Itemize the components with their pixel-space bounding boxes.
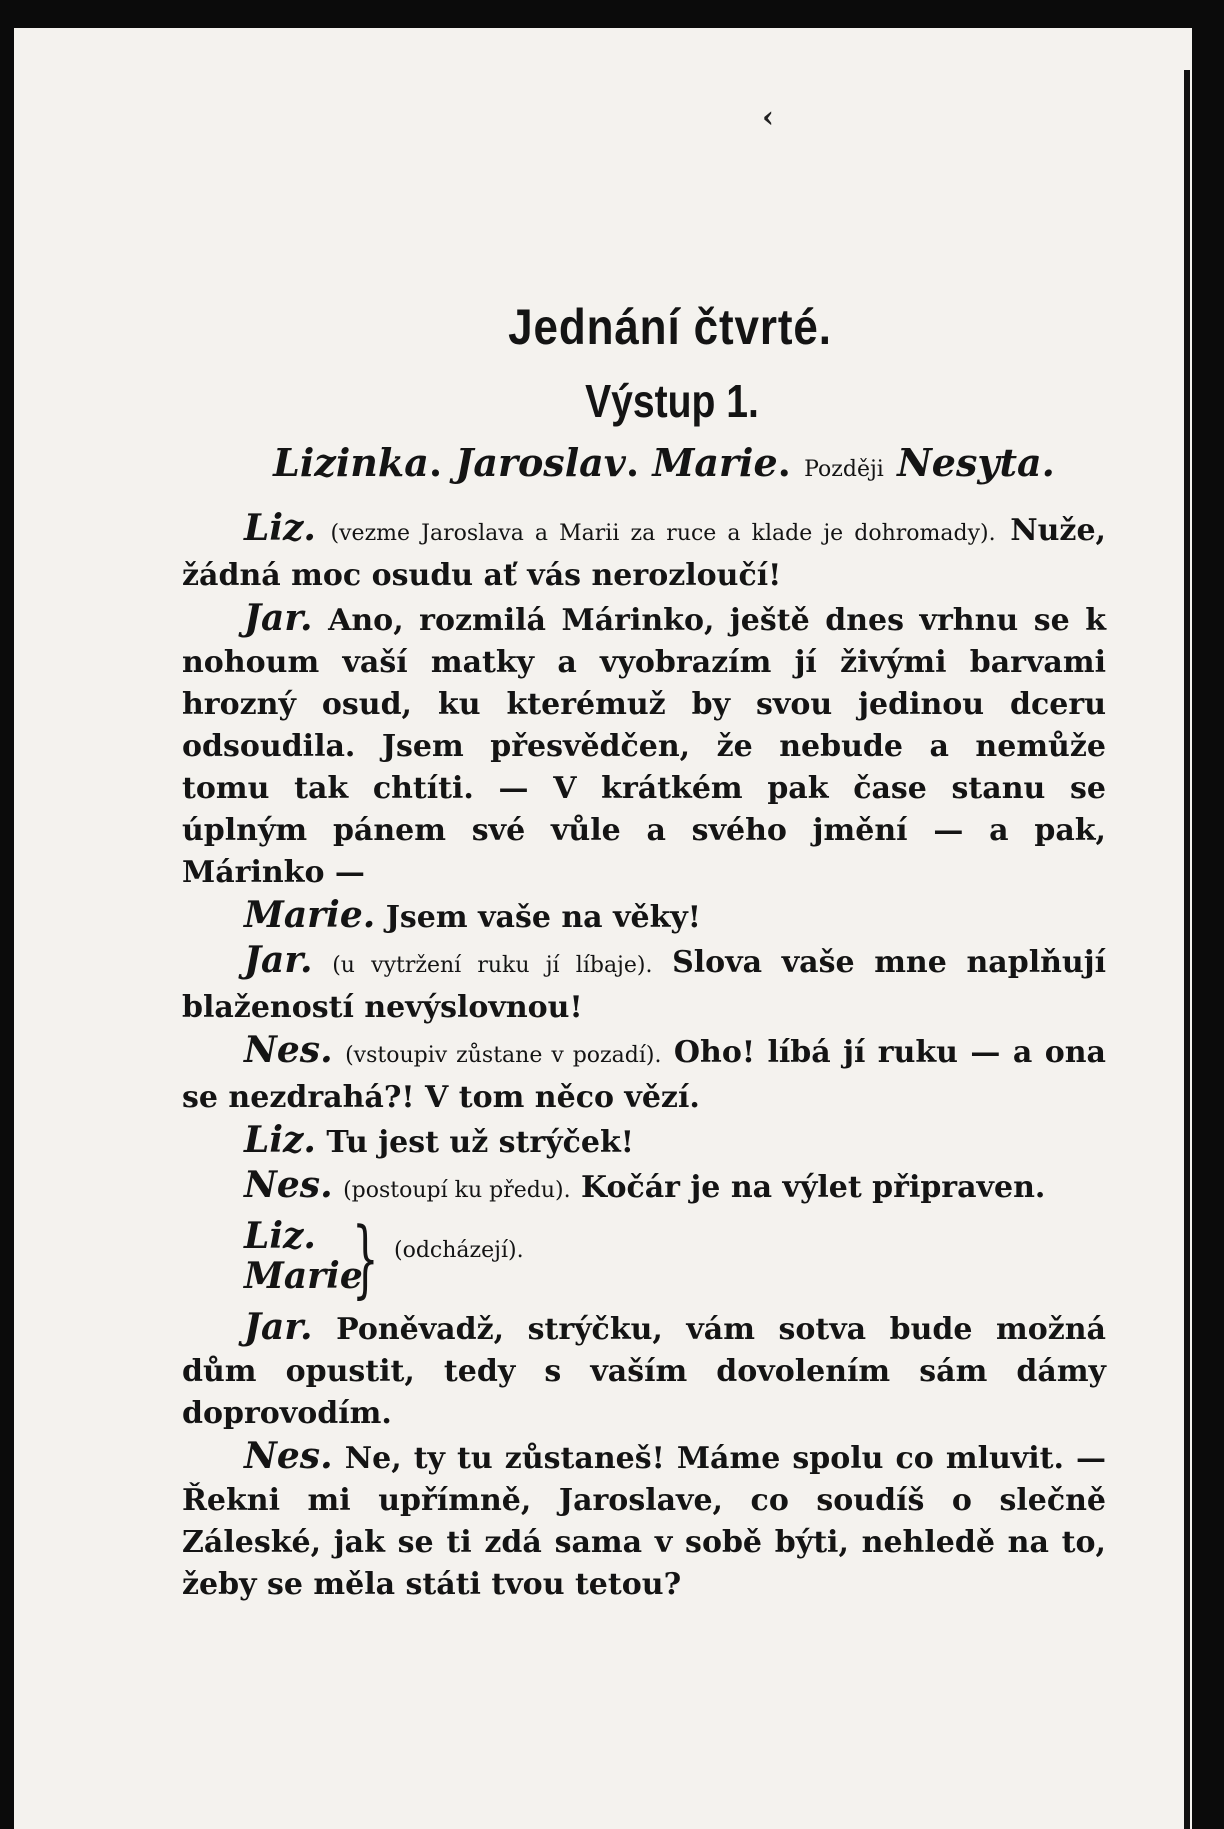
- binding-edge: [1184, 70, 1190, 1829]
- dialogue-line: [182, 507, 1106, 597]
- cast-name: Lizinka: [273, 440, 429, 485]
- page-mark: ‹: [762, 100, 774, 135]
- speaker: Nes.: [244, 1164, 333, 1206]
- joint-exit: [244, 1209, 1106, 1307]
- scene-title: Výstup 1.: [585, 375, 759, 427]
- line-text: Jsem vaše na věky!: [385, 900, 701, 935]
- act-title: Jednání čtvrté.: [508, 299, 832, 355]
- speaker: Liz.: [244, 1215, 316, 1257]
- stage-direction: (postoupí ku předu).: [343, 1178, 571, 1203]
- speaker: Jar.: [244, 597, 313, 639]
- stage-direction: (u vytržení ruku jí líbaje).: [332, 953, 653, 978]
- speaker: Jar.: [244, 939, 313, 981]
- dialogue-line: [182, 1119, 1106, 1164]
- cast-later-label: Později: [804, 457, 884, 482]
- dialogue-line: [182, 1306, 1106, 1435]
- speaker: Nes.: [244, 1029, 333, 1071]
- speaker: Nes.: [244, 1435, 333, 1477]
- speaker: Marie.: [244, 894, 376, 936]
- dialogue: [182, 507, 1106, 1212]
- dialogue-line: [182, 1435, 1106, 1606]
- speaker: Liz.: [244, 507, 316, 549]
- line-text: Poněvadž, strýčku, vám sotva bude možná dům opustit, tedy s vaším dovolením sám dámy doprovodím.: [182, 1312, 1106, 1431]
- stage-direction: (vezme Jaroslava a Marii za ruce a klade je dohromady).: [330, 521, 996, 546]
- brace-speakers: [244, 1216, 363, 1296]
- cast-name: Jaroslav: [455, 440, 626, 485]
- cast-name: Marie: [652, 440, 778, 485]
- stage-direction: (odcházejí).: [394, 1238, 524, 1263]
- line-text: Oho! líbá jí ruku — a ona se nezdrahá?! V tom něco vězí.: [182, 1035, 1106, 1115]
- dialogue-line: [182, 894, 1106, 939]
- stage-direction: (vstoupiv zůstane v pozadí).: [345, 1043, 662, 1068]
- speaker: Liz.: [244, 1119, 316, 1161]
- line-text: Ne, ty tu zůstaneš! Máme spolu co mluvit. — Řekni mi upřímně, Jaroslave, co soudíš o slečně Záleské, jak se ti zdá sama v sobě býti, nehledě na to, žeby se měla státi tvou tetou?: [182, 1441, 1106, 1602]
- line-text: Kočár je na výlet připraven.: [581, 1170, 1046, 1205]
- book-page: [14, 28, 1192, 1829]
- cast-list: Lizinka. Jaroslav. Marie. Později Nesyta.: [273, 440, 1055, 485]
- dialogue-line: [182, 1164, 1106, 1212]
- line-text: Tu jest už strýček!: [326, 1125, 634, 1160]
- text-block: [182, 298, 1106, 1606]
- dialogue-continued: [182, 1306, 1106, 1606]
- speaker: Marie: [244, 1255, 363, 1297]
- brace-icon: }: [352, 1209, 379, 1307]
- speaker: Jar.: [244, 1306, 313, 1348]
- dialogue-line: [182, 939, 1106, 1029]
- dialogue-line: [182, 597, 1106, 894]
- cast-later-name: Nesyta.: [897, 440, 1055, 485]
- line-text: Nuže, žádná moc osudu ať vás nerozloučí!: [182, 513, 1106, 593]
- line-text: Ano, rozmilá Márinko, ještě dnes vrhnu se k nohoum vaší matky a vyobrazím jí živými barvami hrozný osud, ku kterémuž by svou jedinou dceru odsoudila. Jsem přesvědčen, že nebude a nemůže tomu tak chtíti. — V krátkém pak čase stanu se úplným pánem své vůle a svého jmění — a pak, Márinko —: [182, 603, 1106, 890]
- line-text: Slova vaše mne naplňují blažeností nevýslovnou!: [182, 945, 1106, 1025]
- dialogue-line: [182, 1029, 1106, 1119]
